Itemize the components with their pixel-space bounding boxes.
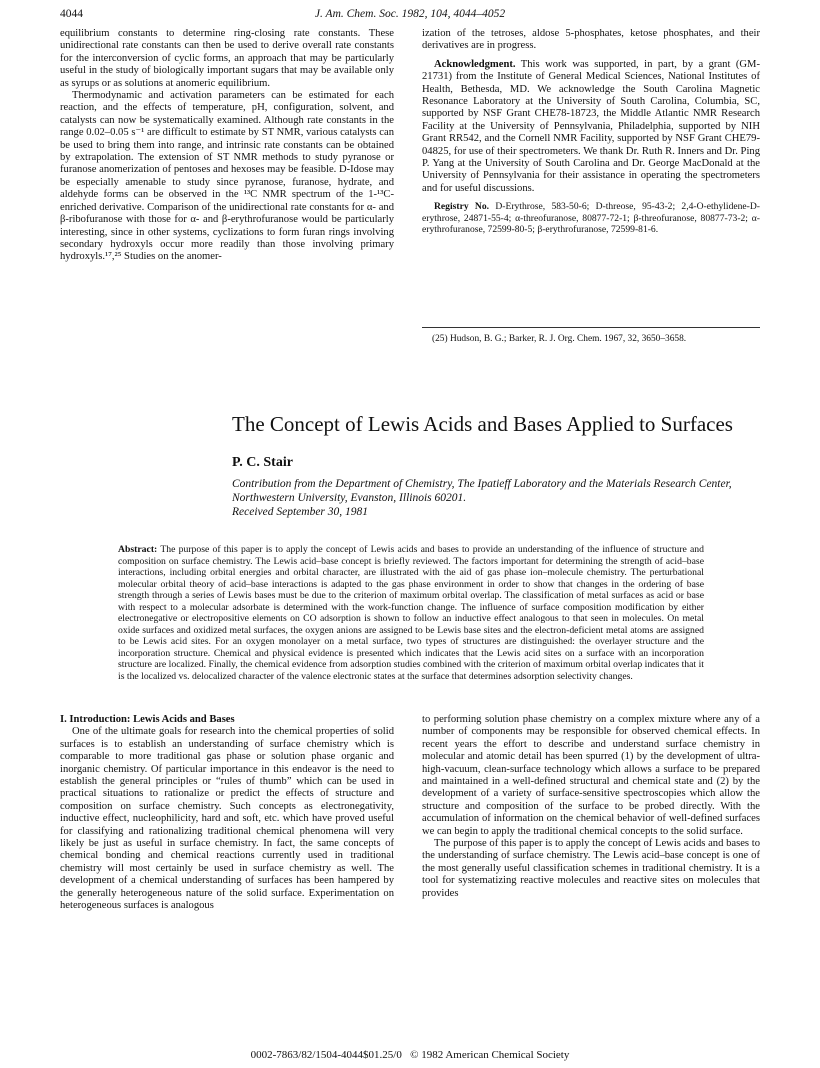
- affiliation-block: [232, 478, 772, 519]
- affiliation: Contribution from the Department of Chemistry, The Ipatieff Laboratory and the Materials Research Center, Northwestern University, Evanston, Illinois 60201.: [232, 478, 732, 504]
- acknowledgment-text: This work was supported, in part, by a grant (GM-21731) from the Institute of General Medical Sciences, National Institutes of Health, Bethesda, MD. We acknowledge the South Carolina Magnetic Resonance Laboratory at the University of South Carolina, Columbia, SC, supported by NSF Grant CHE78-18723, the Middle Atlantic NMR Research Facility at the University of Pennsylvania, Philadelphia, supported by NIH Grant RR542, and the Cornell NMR Facility, supported by NSF Grant CHE79-04825, for use of their spectrometers. We thank Dr. Ruth R. Inners and Dr. Ping P. Yang at the University of South Carolina and Dr. George MacDonald at the University of Pennsylvania for their assistance in operating the spectrometers and for useful discussions.: [422, 58, 760, 194]
- paragraph: One of the ultimate goals for research into the chemical properties of solid surfaces is to establish an understanding of surface chemistry which is comparable to more traditional gas phase or solution phase organic and inorganic chemistry. Of particular importance in this endeavor is the need to establish the general principles or “rules of thumb” which can be used in practical situations to rationalize or predict the effects of structure and composition on surface chemistry. Such concepts as electronegativity, inductive effect, nucleophilicity, hard and soft, etc. which have proved useful for classifying and rationalizing traditional chemical phenomena will very likely be just as useful in surface chemistry. In fact, the same concepts of chemical bonding and chemical reactions currently used in traditional chemistry will most certainly be used in surface chemistry as well. The development of a chemical understanding of surfaces has been hampered by the generally heterogeneous nature of the solid surface. Experimentation on heterogeneous surfaces is analogous: [60, 726, 394, 912]
- registry-numbers: [422, 201, 760, 235]
- reference-25: (25) Hudson, B. G.; Barker, R. J. Org. Chem. 1967, 32, 3650–3658.: [432, 334, 687, 344]
- introduction-column-1: [60, 714, 394, 913]
- previous-article-column-1: [60, 28, 394, 264]
- journal-citation: J. Am. Chem. Soc. 1982, 104, 4044–4052: [314, 8, 506, 20]
- acknowledgment: [422, 59, 760, 195]
- paragraph: ization of the tetroses, aldose 5-phosphates, ketose phosphates, and their derivatives are in progress.: [422, 28, 760, 52]
- section-heading: I. Introduction: Lewis Acids and Bases: [60, 714, 235, 725]
- reference-divider: [422, 327, 760, 328]
- paragraph: The purpose of this paper is to apply the concept of Lewis acids and bases to the understanding of surface chemistry. The Lewis acid–base concept is one of the most generally useful classification schemes in traditional chemistry. It is a tool for systematizing reactive molecules and reactive sites on molecules that provides: [422, 838, 760, 899]
- paragraph: to performing solution phase chemistry on a complex mixture where any of a number of components may be responsible for observed chemical effects. In recent years the effort to describe and understand surface chemistry in molecular and atomic detail has been spurred (1) by the development of ultra-high-vacuum, clean-surface technology which allows a surface to be prepared and maintained in a well-defined structural and chemical state and (2) by the development of a variety of surface-sensitive spectroscopies which allow the structure and composition of the surface to be probed directly. With the accumulation of information on the chemical behavior of well-defined surfaces we can begin to apply the traditional chemical concepts to the solid surface.: [422, 714, 760, 837]
- previous-article-column-2: [422, 28, 760, 236]
- abstract-text: The purpose of this paper is to apply the concept of Lewis acids and bases to provide an understanding of the influence of structure and composition on surface chemistry. The Lewis acid–base concept is briefly reviewed. The factors important for determining the strength of acid–base interactions, including orbital energies and orbital character, are illustrated with the aid of gas phase ion–molecule chemistry. The perturbational molecular orbital theory of acid–base interactions is adapted to the gas phase environment in order to show that changes in the ordering of base strength through a series of Lewis bases must be due to the criterion of maximum orbital overlap. The classification of metal surfaces as acid or base with respect to a molecular adsorbate is determined with the work-function change. The influence of surface composition modification by either electronegative or electropositive elements on CO adsorption is shown to follow an inductive effect analogous to that seen in molecules. On metal oxide surfaces and oxidized metal surfaces, the oxygen anions are assigned to be Lewis base sites and the electron-deficient metal atoms are assigned to be Lewis acid sites. For an oxygen monolayer on a metal surface, two types of structures are distinguished: the overlayer structure and the incorporation structure. Chemical and physical evidence is presented which indicates that the Lewis acid sites on a surface with an incorporation structure are localized. Finally, the chemical evidence from adsorption studies combined with the criterion of maximum orbital overlap indicates that it is the localized vs. delocalized character of the valence electronic states at the surface that determines adsorption selectivity changes.: [118, 544, 704, 683]
- registry-text: D-Erythrose, 583-50-6; D-threose, 95-43-2; 2,4-O-ethylidene-D-erythrose, 24871-55-4; α-threofuranose, 80877-72-1; β-threofuranose, 80877-73-2; α-erythrofuranose, 72599-80-5; β-erythrofuranose, 72599-81-6.: [422, 201, 760, 236]
- received-date: Received September 30, 1981: [232, 505, 369, 518]
- acknowledgment-heading: Acknowledgment.: [434, 58, 516, 70]
- introduction-column-2: [422, 714, 760, 900]
- page-number: 4044: [60, 8, 83, 20]
- abstract: [118, 544, 704, 683]
- paragraph: equilibrium constants to determine ring-closing rate constants. These unidirectional rate constants can then be used to derive overall rate constants for the interconversion of cyclic forms, an approach that may be particularly useful in the study of biologically important sugars that may be available only as syrups or as solutions at anomeric equilibrium.: [60, 28, 394, 89]
- page-footer: 0002-7863/82/1504-4044$01.25/0 © 1982 American Chemical Society: [250, 1049, 570, 1061]
- article-title: The Concept of Lewis Acids and Bases Applied to Surfaces: [232, 412, 733, 436]
- running-header: [60, 8, 760, 24]
- paragraph: Thermodynamic and activation parameters can be estimated for each reaction, and the effects of temperature, pH, configuration, solvent, and catalysts can now be systematically examined. Although rate constants in the range 0.02–0.05 s⁻¹ are difficult to estimate by ST NMR, various catalysts can be used to bring them into range, and intrinsic rate constants can be obtained by extrapolation. The extension of ST NMR methods to study pyranose or furanose anomerization of pentoses and hexoses may be feasible. D-Idose may be especially amenable to study since pyranose, furanose, hydrate, and aldehyde forms can be observed in the ¹³C NMR spectrum of the 1-¹³C-enriched derivative. Comparison of the unidirectional rate constants for α- and β-ribofuranose with those for α- and β-erythrofuranose would be particularly interesting, since in other systems, cyclizations to form furan rings involving secondary hydroxyls occur more readily than those involving primary hydroxyls.¹⁷,²⁵ Studies on the anomer-: [60, 90, 394, 263]
- abstract-label: Abstract:: [118, 544, 158, 555]
- author: P. C. Stair: [232, 455, 293, 470]
- registry-heading: Registry No.: [434, 201, 490, 213]
